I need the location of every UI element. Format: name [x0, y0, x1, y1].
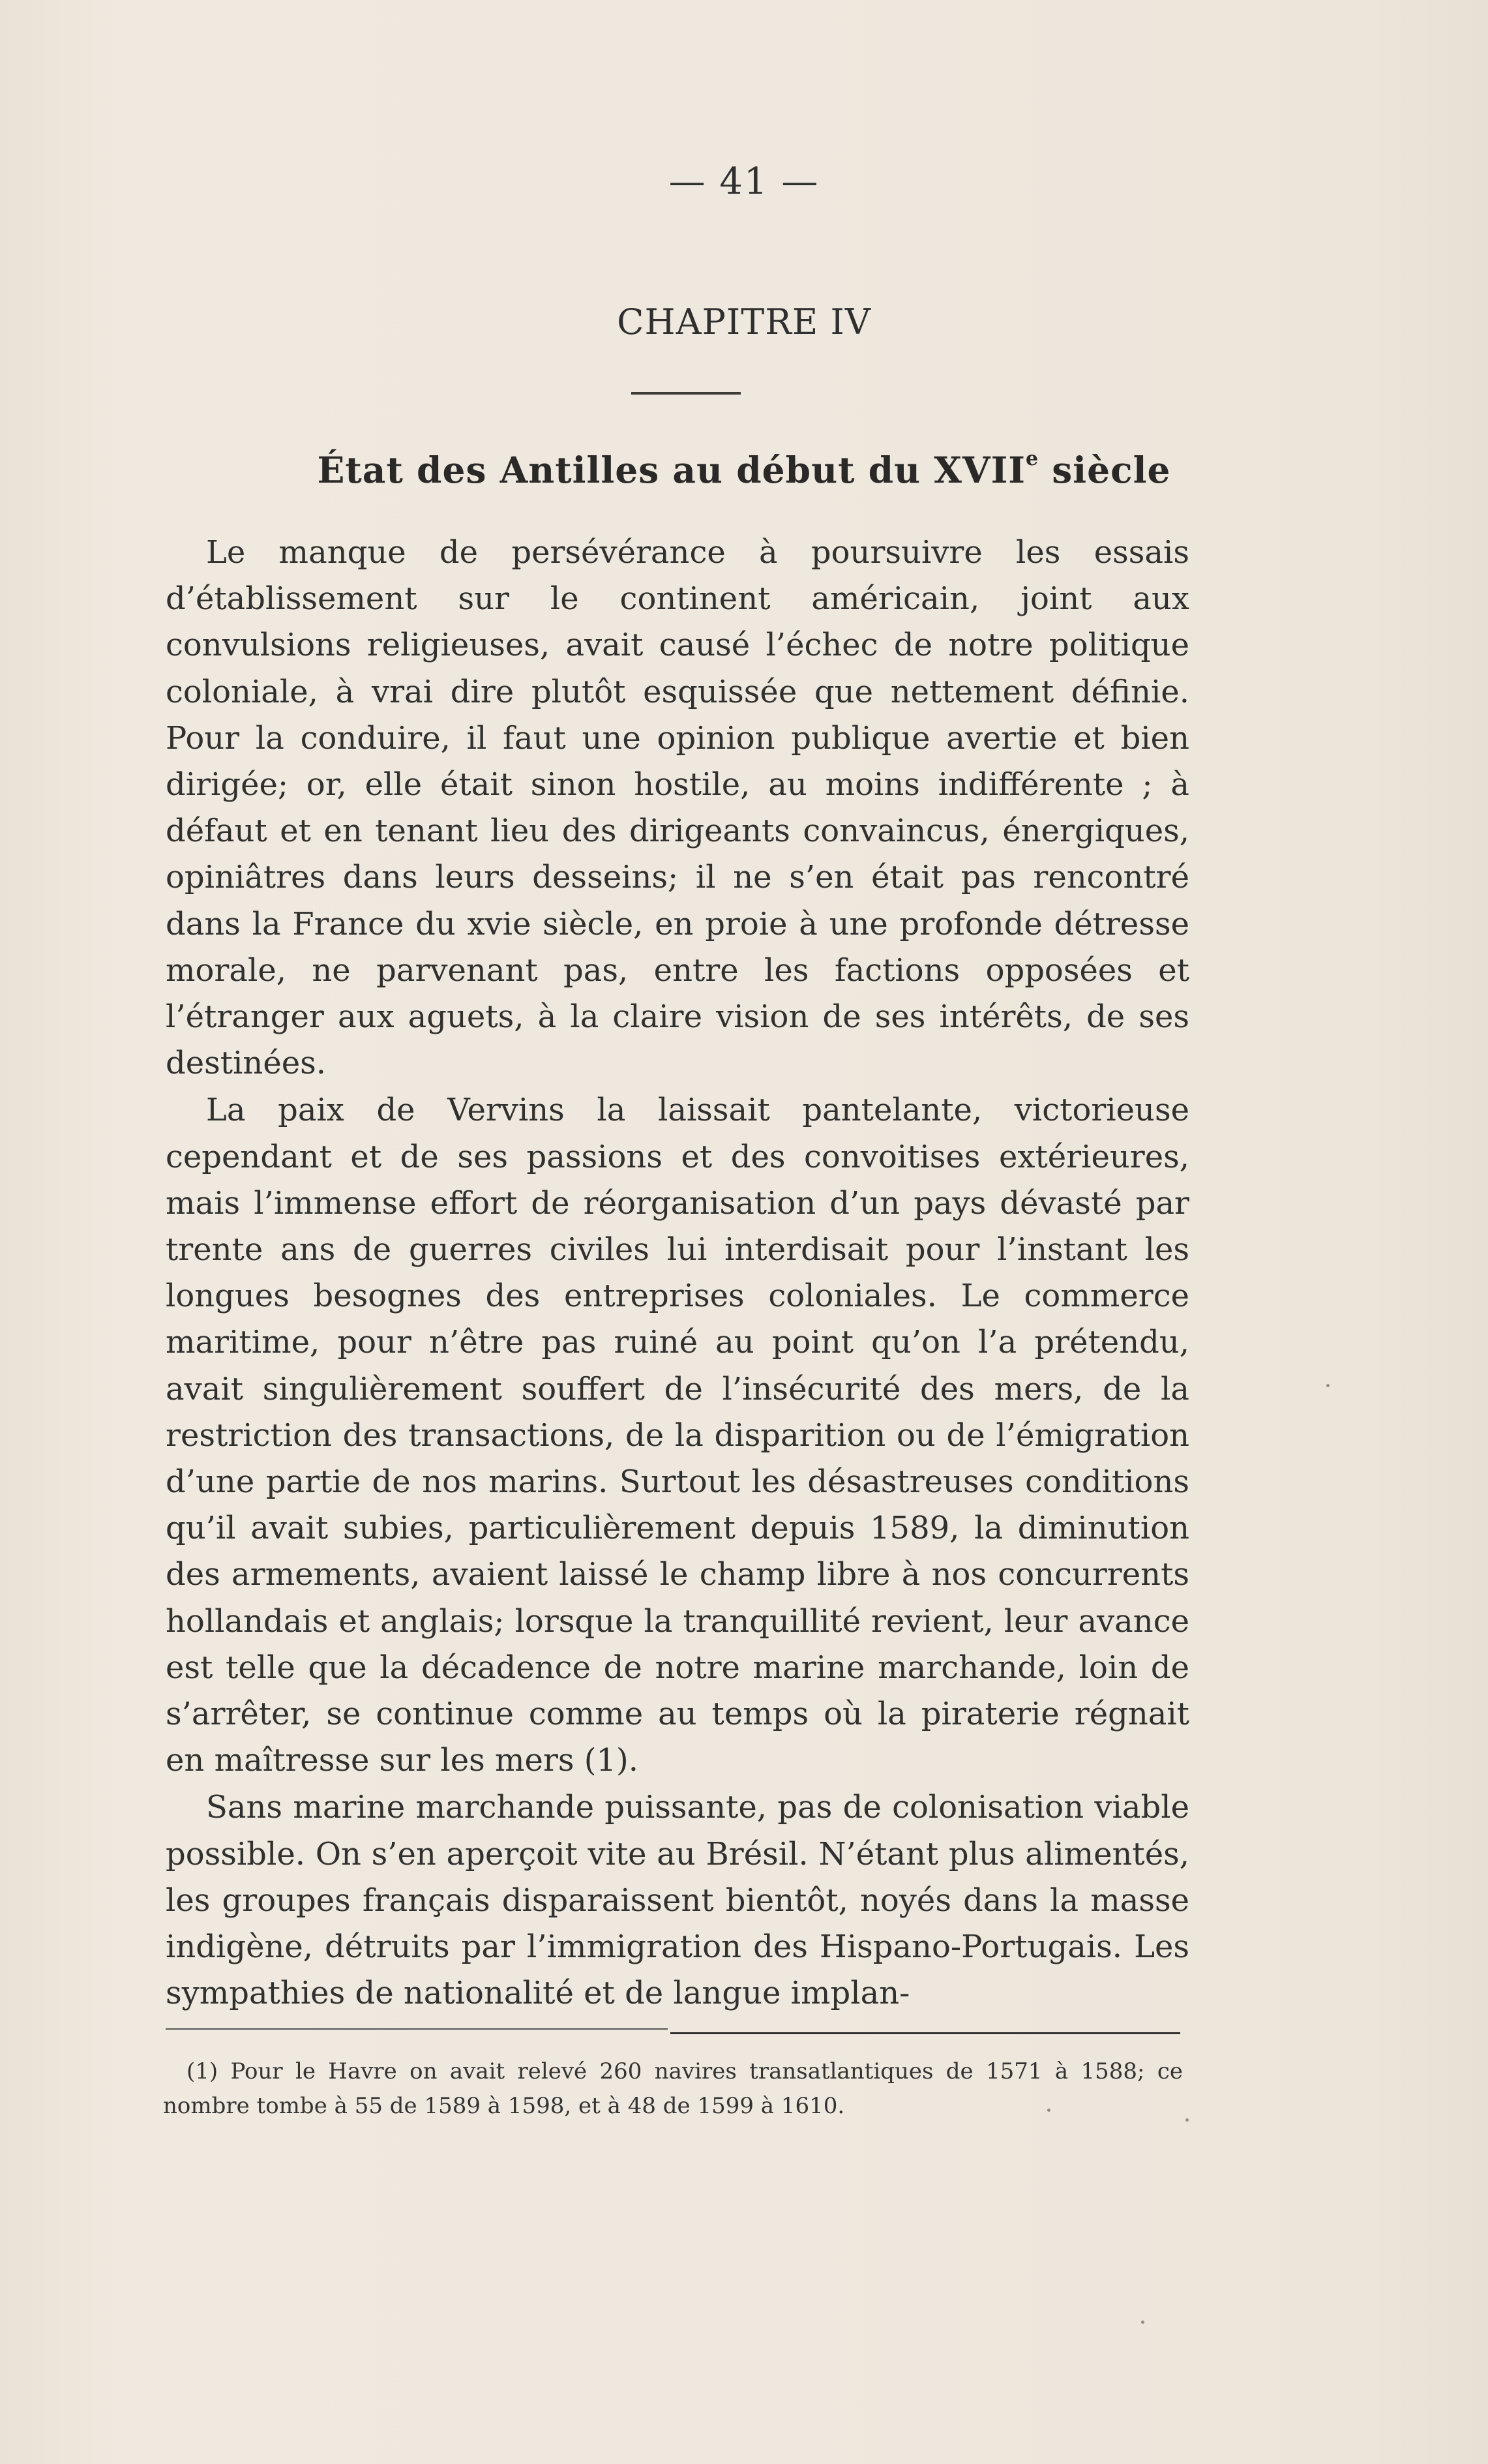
page-number: — 41 — — [668, 160, 820, 203]
section-title-superscript: e — [1026, 447, 1039, 470]
paragraph-2: La paix de Vervins la laissait pantelante, victorieuse cependant et de ses passions et des convoitises extérieures, mais l’immense effort de réorganisation d’un pays dévasté par trente ans de guerres civiles lui interdisait pour l’instant les longues besognes des entreprises coloniales. Le commerce maritime, pour n’être pas ruiné au point qu’on l’a prétendu, avait singulièrement souffert de l’insécurité des mers, de la restriction des transactions, de la disparition ou de l’émigration d’une partie de nos marins. Surtout les désastreuses conditions qu’il avait subies, particulièrement depuis 1589, la diminution des armements, avaient laissé le champ libre à nos concurrents hollandais et anglais; lorsque la tranquillité revient, leur avance est telle que la décadence de notre marine marchande, loin de s’arrêter, se continue comme au temps où la piraterie régnait en maîtresse sur les mers (1). — [166, 1092, 1189, 1779]
body-text — [166, 530, 1189, 2018]
paper-speck — [1047, 2109, 1050, 2112]
paragraph-3: Sans marine marchande puissante, pas de colonisation viable possible. On s’en aperçoit vite au Brésil. N’étant plus alimentés, les groupes français disparaissent bientôt, noyés dans la masse indigène, détruits par l’immigration des Hispano-Portugais. Les sympathies de nationalité et de langue implan- — [166, 1789, 1189, 2012]
title-divider — [631, 392, 741, 395]
chapter-title: CHAPITRE IV — [617, 301, 871, 342]
footnote — [163, 2054, 1183, 2124]
section-title — [0, 449, 1488, 491]
section-title-main: État des Antilles au début du XVII — [317, 449, 1026, 491]
footnote-rule-left — [166, 2028, 668, 2030]
paragraph-1: Le manque de persévérance à poursuivre les essais d’établissement sur le continent américain, joint aux convulsions religieuses, avait causé l’échec de notre politique coloniale, à vrai dire plutôt esquissée que nettement définie. Pour la conduire, il faut une opinion publique avertie et bien dirigée; or, elle était sinon hostile, au moins indifférente ; à défaut et en tenant lieu des dirigeants convaincus, énergiques, opiniâtres dans leurs desseins; il ne s’en était pas rencontré dans la France du xvie siècle, en proie à une profonde détresse morale, ne parvenant pas, entre les factions opposées et l’étranger aux aguets, à la claire vision de ses intérêts, de ses destinées. — [166, 534, 1189, 1082]
paper-speck — [1141, 2321, 1144, 2324]
section-title-end: siècle — [1039, 449, 1171, 491]
footnote-rule-right — [670, 2032, 1180, 2034]
footnote-text: (1) Pour le Havre on avait relevé 260 navires transatlantiques de 1571 à 1588; ce nombre tombe à 55 de 1589 à 1598, et à 48 de 1599 à 1610. — [163, 2058, 1183, 2119]
paper-speck — [1185, 2118, 1189, 2122]
paper-speck — [1326, 1384, 1330, 1387]
